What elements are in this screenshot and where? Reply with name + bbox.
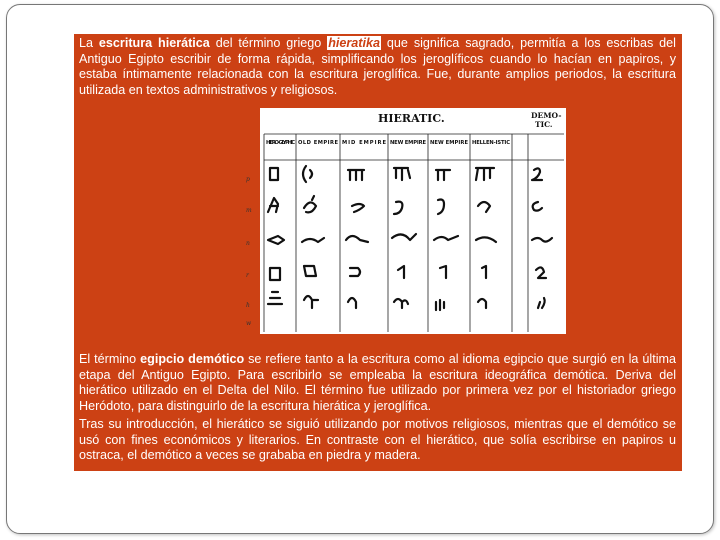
col-header-mid-empire: MID EMPIRE — [342, 140, 386, 146]
paragraph-hieratic — [79, 36, 676, 98]
text-run: del término griego — [209, 36, 328, 50]
figure-title-demotic-1: DEMO- — [531, 111, 562, 120]
paragraph-comparison: Tras su introducción, el hierático se siguió utilizando por motivos religiosos, mientras que el demótico se usó con fines económicos y literarios. En contraste con el hierático, que solía escribirse en papiros u ostraca, el demótico a veces se grababa en piedra y madera. — [79, 417, 676, 463]
text-run: La — [79, 36, 99, 50]
col-header-new-empire-1: NEW EMPIRE — [390, 140, 426, 146]
text-run: El término — [79, 352, 141, 366]
row-label-w: w — [246, 320, 252, 327]
term-hieratika: hieratika — [328, 36, 381, 50]
text-run: que significa sagrado, permitía a los escribas del Antiguo Egipto escribir de forma rápida, simplificando los jeroglíficos cuando lo hacían en papiros, y estaba íntimamente relacionada con la escritura jeroglífica. Fue, durante amplios periodos, la escritura utilizada en textos administrativos y religiosos. — [79, 36, 676, 97]
col-header-hellenistic: HELLEN-ISTIC — [472, 140, 510, 146]
row-label-n: n — [246, 240, 250, 247]
col-header-old-empire: OLD EMPIRE — [298, 140, 338, 146]
row-label-m: m — [246, 207, 252, 214]
figure-title-demotic-2: TIC. — [535, 120, 553, 129]
col-header-new-empire-2: NEW EMPIRE — [430, 140, 468, 146]
row-label-p: p — [246, 176, 250, 183]
term-egipcio-demotico: egipcio demótico — [140, 352, 245, 366]
row-label-h: h — [246, 302, 250, 309]
col-header-hieroglyphic: HIERO-GLYPHIC — [266, 140, 295, 146]
text-run: se refiere tanto a la escritura como al idioma egipcio que surgió en la última etapa del Antiguo Egipto. Para escribirlo se empleaba la escritura ideográfica demótica. Deriva del hierático utilizado en el Delta del Nilo. El término fue utilizado por primera vez por el historiador griego Heródoto, para distinguirlo de la escritura hierática y jeroglífica. — [79, 352, 676, 413]
term-escritura-hieratica: escritura hierática — [98, 36, 210, 50]
paragraph-demotic — [79, 352, 676, 414]
hieratic-demotic-chart-image — [246, 108, 566, 334]
figure-title-hieratic: HIERATIC. — [378, 112, 445, 125]
row-label-r: r — [246, 272, 249, 279]
content-panel — [74, 34, 682, 471]
hieratic-glyphs — [268, 166, 552, 310]
